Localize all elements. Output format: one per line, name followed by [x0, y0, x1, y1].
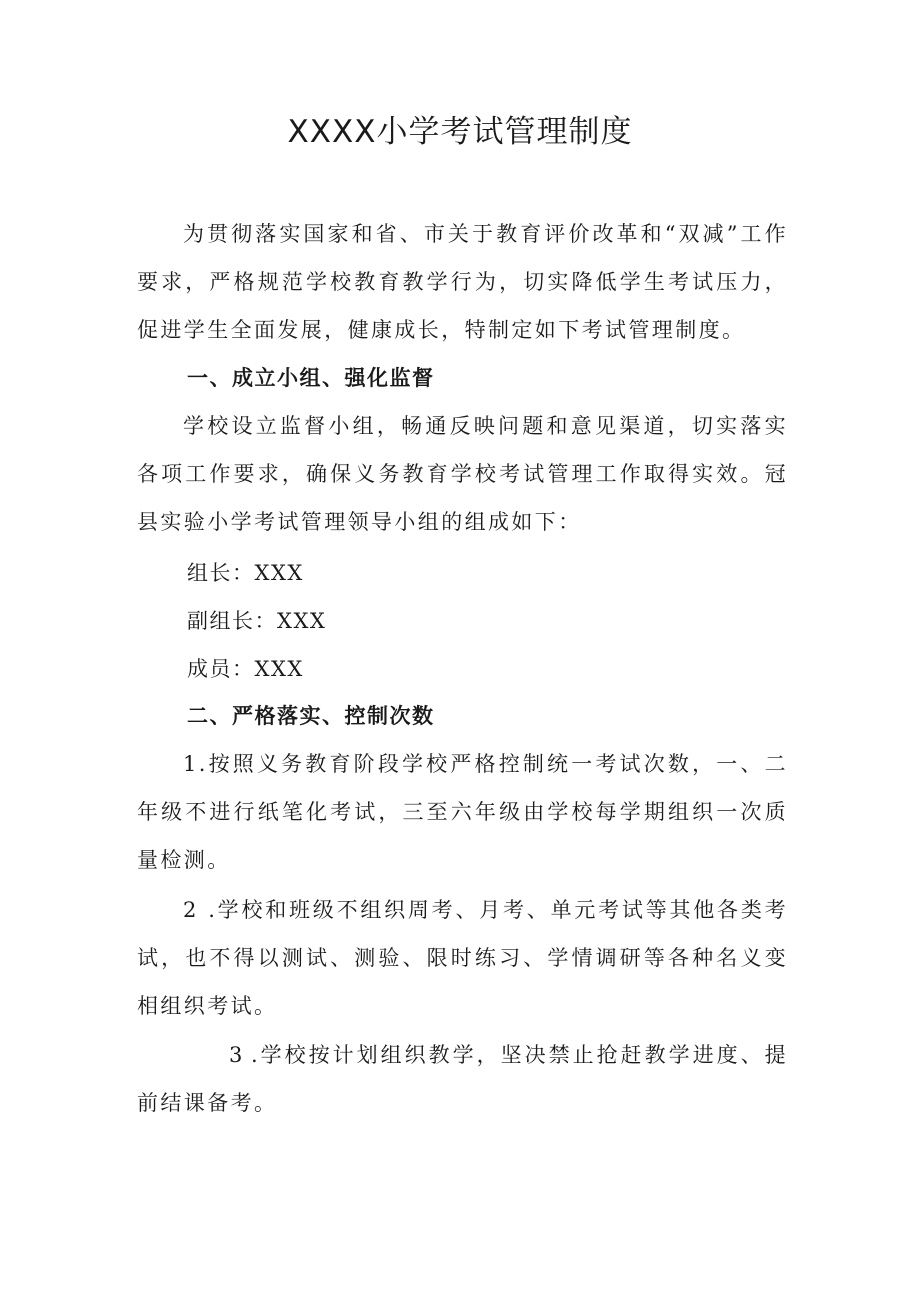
members-line: 成员：XXX	[187, 657, 304, 681]
section1-paragraph: 学校设立监督小组，畅通反映问题和意见渠道，切实落实各项工作要求，确保义务教育学校考试管理工作取得实效。冠县实验小学考试管理领导小组的组成如下：	[137, 414, 788, 534]
section2-item2: 2 .学校和班级不组织周考、月考、单元考试等其他各类考试，也不得以测试、测验、限时练习、学情调研等各种名义变相组织考试。	[137, 898, 788, 1018]
intro-paragraph: 为贯彻落实国家和省、市关于教育评价改革和“双减”工作要求，严格规范学校教育教学行为，切实降低学生考试压力，促进学生全面发展，健康成长，特制定如下考试管理制度。	[137, 222, 788, 342]
deputy-leader-line: 副组长：XXX	[187, 609, 327, 633]
group-leader-line: 组长：XXX	[187, 561, 304, 585]
section1-heading: 一、成立小组、强化监督	[187, 366, 435, 390]
section2-item3	[137, 1031, 788, 1127]
item3-number: 3	[229, 1043, 245, 1067]
section2-item1: 1.按照义务教育阶段学校严格控制统一考试次数，一、二年级不进行纸笔化考试，三至六年级由学校每学期组织一次质量检测。	[137, 752, 788, 872]
section2-heading: 二、严格落实、控制次数	[187, 704, 435, 728]
document-title: XXXX小学考试管理制度	[287, 114, 633, 150]
item3-text: .学校按计划组织教学，坚决禁止抢赶教学进度、提前结课备考。	[137, 1043, 788, 1115]
